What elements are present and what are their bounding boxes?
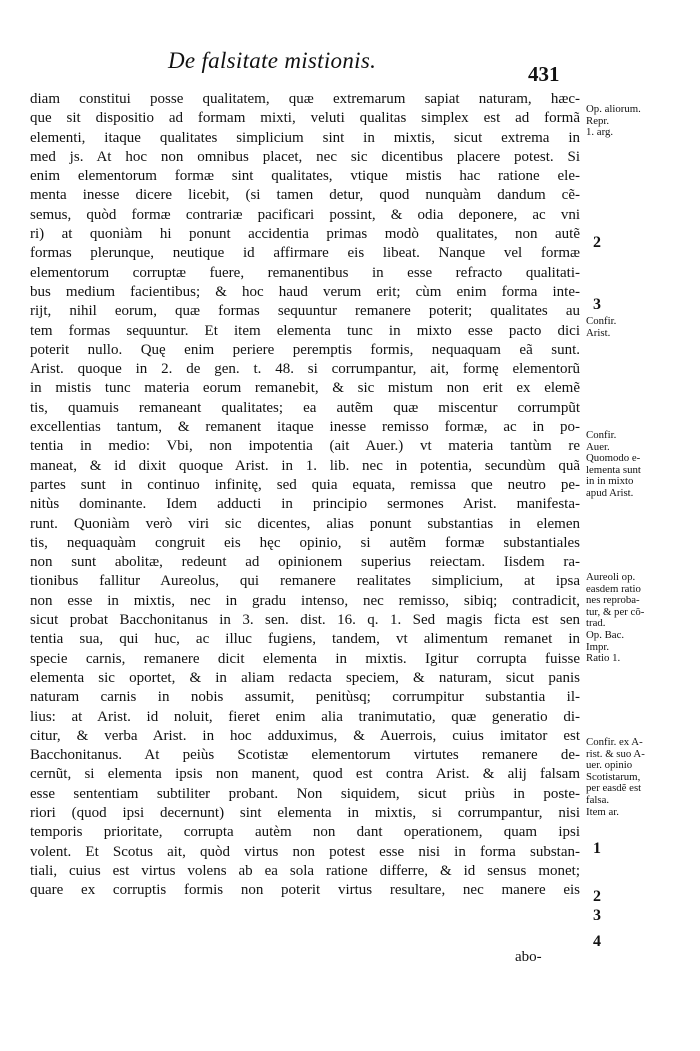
margin-note — [586, 104, 698, 139]
margin-note-line: trad. — [586, 618, 606, 630]
margin-number: 4 — [593, 933, 601, 950]
margin-note-line: Scotistarum, — [586, 771, 641, 783]
margin-note-line: Impr. — [586, 641, 610, 653]
text-line: bus medium facientibus; & hoc haud verum erit; cùm enim forma inte- — [30, 283, 580, 300]
text-line: volent. Et Scotus ait, quòd virtus non potest esse nisi in forma substan- — [30, 843, 580, 860]
text-line: que sit dispositio ad formam mixti, veluti qualitas simplex est ad formã — [30, 110, 580, 127]
text-line: semus, quòd formæ contrariæ pacificari possint, & odia deponere, ac vni — [30, 206, 580, 223]
margin-note-line: apud Arist. — [586, 487, 634, 499]
margin-number: 2 — [593, 234, 601, 251]
text-line: Bacchonitanus. At peiùs Scotistæ elementorum virtutes remanere de- — [30, 747, 580, 764]
margin-note-line: nes reproba- — [586, 595, 640, 607]
margin-number: 3 — [593, 296, 601, 313]
text-line: tiali, cuius est virtus volens ab ea sola ratione differre, & id sensus monet; — [30, 862, 580, 879]
body-text — [30, 90, 580, 900]
text-line: lius: at Arist. id noluit, fieret enim alia tranimutatio, quæ generatio di- — [30, 708, 580, 725]
margin-note-line: lementa sunt — [586, 464, 641, 476]
text-line: non esse in mixtis, nec in gradu intenso, nec remisso, sibiq; contradicit, — [30, 592, 580, 609]
margin-number: 2 — [593, 888, 601, 905]
text-line: excellentias tantum, & remanent itaque inesse remisso formæ, ac in po- — [30, 419, 580, 436]
running-head: De falsitate mistionis. — [168, 48, 377, 73]
margin-number: 1 — [593, 840, 601, 857]
text-line: enim elementorum formæ sint qualitates, vtique mistis hac ratione ele- — [30, 168, 580, 185]
catchword: abo- — [515, 949, 542, 965]
margin-note — [586, 737, 698, 818]
margin-note-line: Confir. — [586, 430, 617, 441]
margin-note-line: easdem ratio — [586, 583, 641, 595]
margin-note — [586, 572, 698, 665]
margin-note-line: Confir. — [586, 316, 617, 327]
text-line: tentia sua, qui huc, ac illuc fugiens, tandem, vt alimentum remanet in — [30, 631, 580, 648]
margin-note-line: tur, & per cõ- — [586, 606, 645, 618]
text-line: runt. Quoniàm verò viri sic dicentes, alias ponunt substantias in elemen — [30, 515, 580, 532]
margin-note-line: Ratio 1. — [586, 653, 621, 665]
text-line: Arist. quoque in 2. de gen. t. 48. si corrumpantur, ait, formę elementorũ — [30, 361, 580, 378]
page-number: 431 — [528, 62, 560, 86]
text-line: tis, nequaquàm congruit eis hęc opinio, si autẽm formæ substantiales — [30, 534, 580, 551]
margin-note-line: Item ar. — [586, 806, 619, 818]
text-line: riori (quod ipsi decernunt) sint elementa in mixtis, si corrumpantur, nisi — [30, 804, 580, 821]
text-line: esse sententiam subtiliter probant. Non siquidem, sicut priùs in poste- — [30, 785, 580, 802]
margin-note-line: Op. aliorum. — [586, 104, 641, 115]
margin-note-line: Quomodo e- — [586, 453, 641, 465]
text-line: elementi, itaque qualitates simplicium sint in mixtis, sicut extrema in — [30, 129, 580, 146]
text-line: med js. At hoc non omnibus placet, nec sic dicentibus placere potest. Si — [30, 148, 580, 165]
margin-number: 3 — [593, 907, 601, 924]
text-line: tem formas sequuntur. Et item elementa tunc in mixto esse pacto dici — [30, 322, 580, 339]
text-line: tentia in medio: Vbi, non impotentia (ait Auer.) vt materia tantùm re — [30, 438, 580, 455]
text-line: non sunt abolitæ, redeunt ad opinionem superius reiectam. Iisdem ra- — [30, 554, 580, 571]
margin-note — [586, 316, 698, 339]
margin-note-line: in in mixto — [586, 476, 634, 488]
text-line: temporis prioritate, corrupta autèm non dant operationem, quam ipsi — [30, 824, 580, 841]
margin-note-line: uer. opinio — [586, 760, 633, 772]
text-line: ri) at quoniàm hi ponunt accidentia primas modò qualitates, non autẽ — [30, 226, 580, 243]
margin-note — [586, 430, 698, 500]
text-line: tionibus fallitur Aureolus, qui remanere realitates simplicium, at ipsa — [30, 573, 580, 590]
text-line: poterit nullo. Quę enim periere peremptis formis, nequaquam eã sunt. — [30, 341, 580, 358]
text-line: formas plerunque, neutique id affirmare eis libeat. Nanque vel formæ — [30, 245, 580, 262]
text-line: cernũt, si elementa ipsis non manent, quod est contra Arist. & alij falsam — [30, 766, 580, 783]
text-line: rijt, nihil eorum, quæ formas sequuntur remanere poterit; qualitates au — [30, 303, 580, 320]
margin-note-line: Op. Bac. — [586, 629, 625, 641]
text-line: tis, quamuis remaneant qualitates; ea autẽm quæ miscentur corrumpũt — [30, 399, 580, 416]
text-line: nitùs dominante. Idem adducti in principio sermones Arist. manifesta- — [30, 496, 580, 513]
text-line: maneat, & id dixit quoque Arist. in 1. lib. nec in potentia, secundùm quã — [30, 457, 580, 474]
text-line: quare ex corruptis formis non poterit virtus resultare, nec manere eis — [30, 882, 580, 899]
margin-note-line: Confir. ex A- — [586, 737, 643, 748]
text-line: in mistis tunc materia eorum remanebit, & sic mistum non erit ex elemẽ — [30, 380, 580, 397]
margin-note-line: Repr. — [586, 115, 610, 127]
margin-note-line: Auer. — [586, 441, 610, 453]
text-line: elementorum corruptæ fuere, remanentibus in esse refracto qualitati- — [30, 264, 580, 281]
margin-note-line: 1. arg. — [586, 127, 614, 139]
margin-note-line: per easdẽ est — [586, 783, 642, 795]
margin-note-line: Arist. — [586, 327, 611, 339]
text-line: naturam carnis in nobis assumit, penitùsq; corrumpitur substantia il- — [30, 689, 580, 706]
text-line: elementa sic oportet, & in aliam redacta speciem, & naturam, sicut panis — [30, 669, 580, 686]
margin-note-line: Aureoli op. — [586, 572, 636, 583]
text-line: diam constitui posse qualitatem, quæ extremarum sapiat naturam, hæc- — [30, 91, 580, 107]
margin-note-line: falsa. — [586, 794, 610, 806]
text-line: sicut probat Bacchonitanus in 3. sen. dist. 16. q. 1. Sed magis ficta est sen — [30, 612, 580, 629]
text-line: menta inesse dicere licebit, (si tamen detur, quod nunquàm dandum cẽ- — [30, 187, 580, 204]
text-line: partes sunt in continuo infinitę, sed quia equata, remissa que neutro pe- — [30, 476, 580, 493]
margin-note-line: rist. & suo A- — [586, 748, 645, 760]
text-line: specie carnis, remanere dicit elementa in mixtis. Igitur corrupta fuisse — [30, 650, 580, 667]
text-line: citur, & verba Arist. in hoc adduximus, & Auerrois, cuius imitator est — [30, 727, 580, 744]
